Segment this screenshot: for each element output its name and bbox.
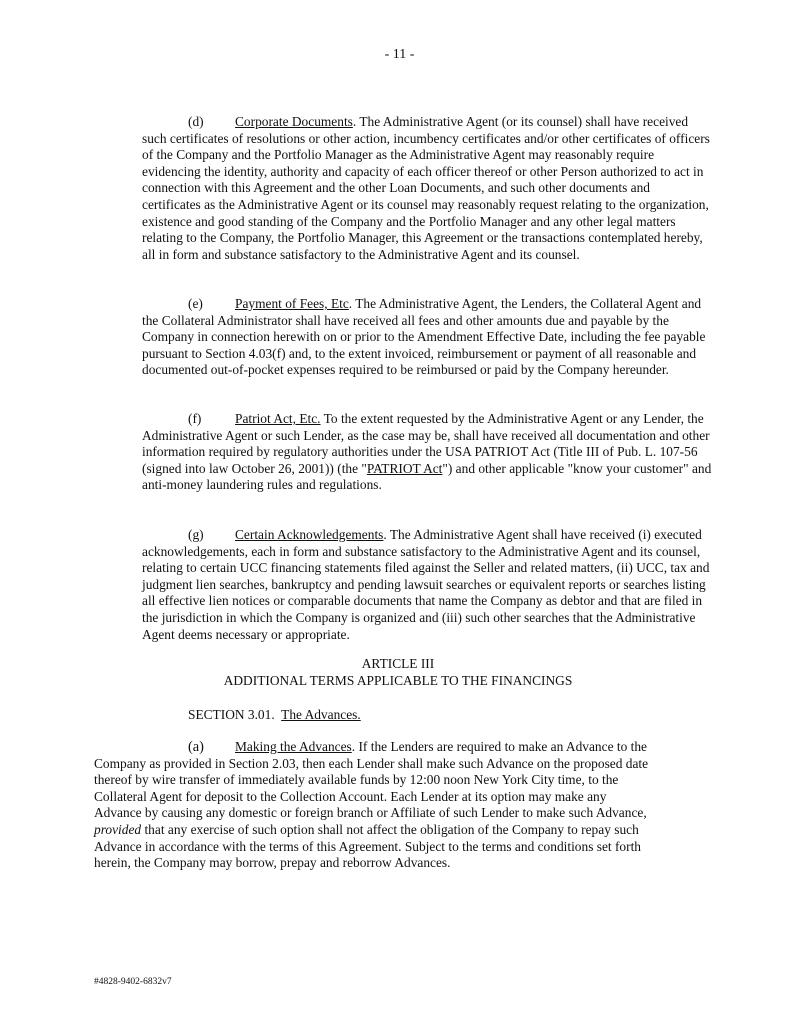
section-number: SECTION 3.01. bbox=[188, 707, 275, 722]
article-heading bbox=[142, 656, 654, 689]
paragraph-a-body-2: that any exercise of such option shall not affect the obligation of the Company to repay such Advance in accordance with the terms of this Agreement. Subject to the terms and conditions set forth herein, the Company may borrow, prepay and reborrow Advances. bbox=[94, 821, 642, 871]
document-id: #4828-9402-6832v7 bbox=[94, 977, 172, 987]
patriot-act-defined-term: PATRIOT Act bbox=[366, 460, 443, 476]
paragraph-d-heading: Corporate Documents bbox=[235, 114, 353, 129]
paragraph-f-label: (f) bbox=[188, 411, 202, 426]
paragraph-d bbox=[142, 114, 712, 263]
paragraph-g-heading: Certain Acknowledgements bbox=[235, 527, 384, 542]
section-heading bbox=[188, 707, 361, 724]
paragraph-e-heading: Payment of Fees, Etc bbox=[235, 296, 349, 311]
paragraph-f-body-1: To the extent requested by the Administrative Agent or any Lender, the Administrative Agent or such Lender, as the case may be, shall have received all documentation and other information required by regulatory authorities under the USA PATRIOT Act (Title III of Pub. L. 107-56 (signed into law October 26, 2001)) (the " bbox=[142, 411, 710, 476]
section-title: The Advances. bbox=[281, 707, 361, 722]
provided-emphasis: provided bbox=[94, 821, 142, 837]
paragraph-f bbox=[142, 411, 712, 494]
article-title: ADDITIONAL TERMS APPLICABLE TO THE FINANCINGS bbox=[223, 672, 573, 688]
paragraph-d-label: (d) bbox=[188, 114, 204, 129]
paragraph-a bbox=[94, 739, 654, 872]
paragraph-a-body-1: . If the Lenders are required to make an Advance to the Company as provided in Section 2.03, then each Lender shall make such Advance on the proposed date thereof by wire transfer of immediately available funds by 12:00 noon New York City time, to the Collateral Agent for deposit to the Collection Account. Each Lender at its option may make any Advance by causing any domestic or foreign branch or Affiliate of such Lender to make such Advance, bbox=[94, 739, 649, 821]
paragraph-e-label: (e) bbox=[188, 296, 203, 311]
article-number: ARTICLE III bbox=[361, 656, 435, 671]
paragraph-g-body: . The Administrative Agent shall have received (i) executed acknowledgements, each in form and substance satisfactory to the Administrative Agent and its counsel, relating to certain UCC financing statements filed against the Seller and related matters, (ii) UCC, tax and judgment lien searches, bankruptcy and pending lawsuit searches or equivalent reports or searches listing all effective lien notices or comparable documents that name the Company as debtor and that are filed in the jurisdiction in which the Company is organized and (iii) such other searches that the Administrative Agent deems necessary or appropriate. bbox=[142, 527, 710, 642]
paragraph-a-heading: Making the Advances bbox=[235, 739, 352, 754]
paragraph-g bbox=[142, 527, 712, 643]
paragraph-e bbox=[142, 296, 712, 379]
paragraph-d-body: . The Administrative Agent (or its counsel) shall have received such certificates of resolutions or other action, incumbency certificates and/or other certificates of officers of the Company and the Portfolio Manager as the Administrative Agent may reasonably require evidencing the identity, authority and capacity of each officer thereof or other Person authorized to act in connection with this Agreement and the other Loan Documents, and such other documents and certificates as the Administrative Agent or its counsel may reasonably request relating to the organization, existence and good standing of the Company and the Portfolio Manager and any other legal matters relating to the Company, the Portfolio Manager, this Agreement or the transactions contemplated hereby, all in form and substance satisfactory to the Administrative Agent and its counsel. bbox=[142, 114, 710, 262]
paragraph-f-heading: Patriot Act, Etc. bbox=[235, 411, 321, 426]
paragraph-g-label: (g) bbox=[188, 527, 204, 542]
page-number: - 11 - bbox=[384, 47, 415, 62]
paragraph-e-body: . The Administrative Agent, the Lenders, the Collateral Agent and the Collateral Administrator shall have received all fees and other amounts due and payable by the Company in connection herewith on or prior to the Amendment Effective Date, including the fee payable pursuant to Section 4.03(f) and, to the extent invoiced, reimbursement or payment of all reasonable and documented out-of-pocket expenses required to be reimbursed or paid by the Company hereunder. bbox=[142, 296, 706, 378]
paragraph-f-body-2: ") and other applicable "know your customer" and anti-money laundering rules and regulations. bbox=[142, 460, 712, 493]
paragraph-a-label: (a) bbox=[188, 739, 204, 755]
